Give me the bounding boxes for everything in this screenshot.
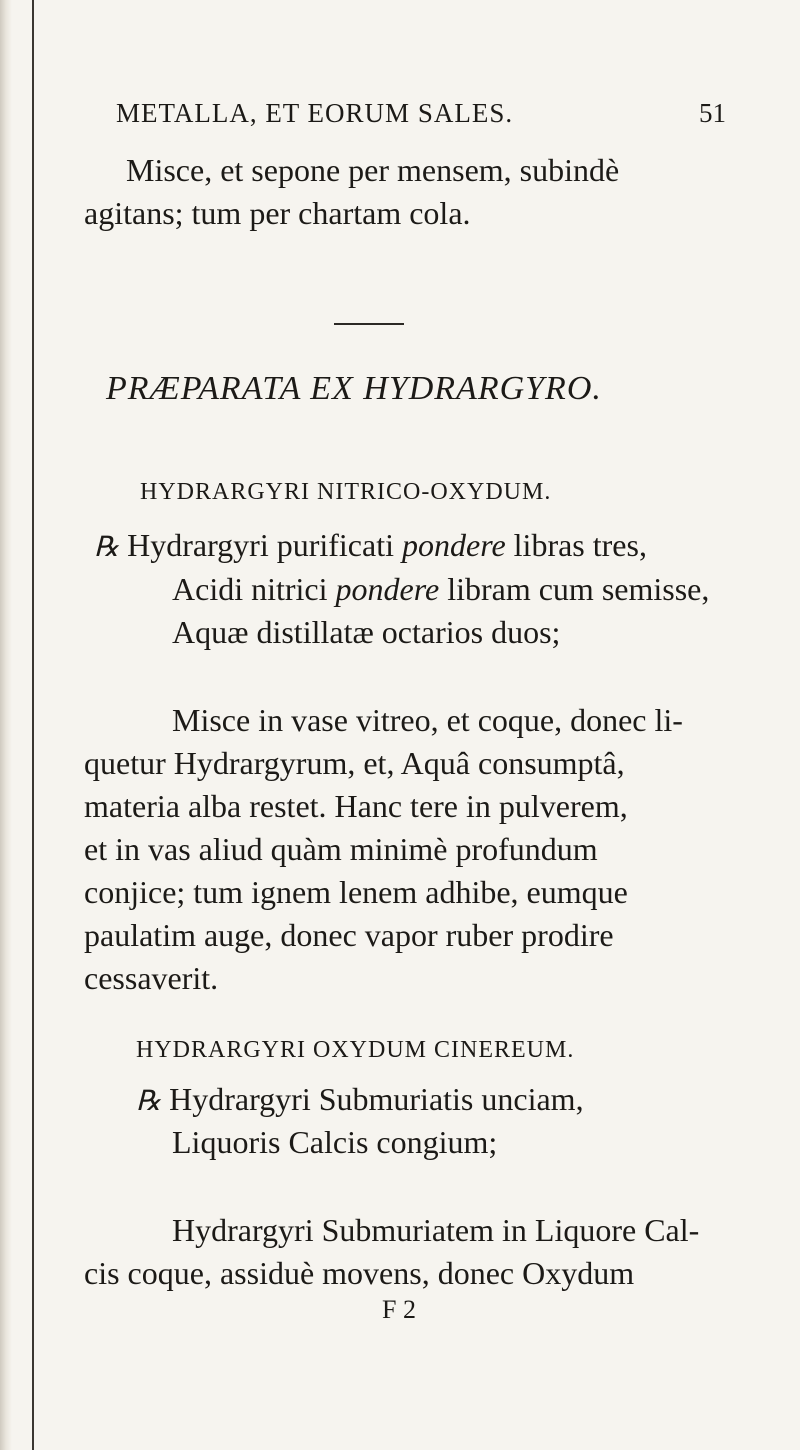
recipe1-method-line: Misce in vase vitreo, et coque, donec li- bbox=[172, 702, 683, 738]
recipe1-ingredient-1: ℞ Hydrargyri purificati pondere libras tres, bbox=[94, 527, 647, 563]
recipe1-method-line: quetur Hydrargyrum, et, Aquâ consumptâ, bbox=[84, 745, 625, 781]
section-heading: PRÆPARATA EX HYDRARGYRO. bbox=[106, 370, 602, 407]
signature-mark: F 2 bbox=[382, 1295, 416, 1324]
recipe2-title: HYDRARGYRI OXYDUM CINEREUM. bbox=[136, 1037, 575, 1063]
recipe1-method-line: et in vas aliud quàm minimè profundum bbox=[84, 831, 598, 867]
recipe2-ingredient-1: ℞ Hydrargyri Submuriatis unciam, bbox=[136, 1081, 584, 1117]
recipe-symbol-icon: ℞ bbox=[136, 1086, 162, 1117]
recipe2-ingredient-2: Liquoris Calcis congium; bbox=[172, 1124, 498, 1160]
section-divider bbox=[334, 323, 404, 325]
recipe1-method-line: conjice; tum ignem lenem adhibe, eumque bbox=[84, 874, 628, 910]
recipe-symbol-icon: ℞ bbox=[94, 532, 120, 563]
recipe1-method-line: cessaverit. bbox=[84, 960, 219, 996]
recipe1-method-line: materia alba restet. Hanc tere in pulverem, bbox=[84, 788, 628, 824]
recipe2-method-line: cis coque, assiduè movens, donec Oxydum bbox=[84, 1255, 635, 1291]
running-head-title: METALLA, ET EORUM SALES. bbox=[116, 98, 514, 128]
page-number: 51 bbox=[699, 98, 726, 128]
recipe1-ingredient-2: Acidi nitrici pondere libram cum semisse, bbox=[172, 571, 710, 607]
recipe1-method-line: paulatim auge, donec vapor ruber prodire bbox=[84, 917, 614, 953]
recipe1-title: HYDRARGYRI NITRICO-OXYDUM. bbox=[140, 479, 552, 505]
recipe2-method-line: Hydrargyri Submuriatem in Liquore Cal- bbox=[172, 1212, 700, 1248]
intro-line-2: agitans; tum per chartam cola. bbox=[84, 195, 471, 231]
page-margin-line bbox=[32, 0, 34, 1450]
page-binding-edge bbox=[0, 0, 12, 1450]
intro-line-1: Misce, et sepone per mensem, subindè bbox=[126, 152, 620, 188]
recipe1-ingredient-3: Aquæ distillatæ octarios duos; bbox=[172, 614, 561, 650]
